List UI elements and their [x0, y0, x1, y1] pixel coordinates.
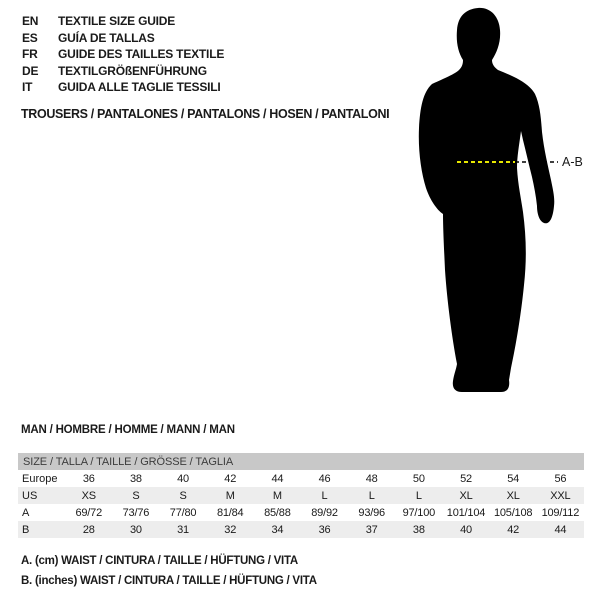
size-table-row-b: [18, 521, 584, 538]
size-value: 101/104: [446, 506, 486, 519]
size-value: 69/72: [75, 506, 102, 519]
man-silhouette-figure: [400, 0, 600, 400]
size-value: S: [179, 489, 187, 502]
size-value: 28: [82, 523, 95, 536]
section-title-man: MAN / HOMBRE / HOMME / MANN / MAN: [21, 424, 235, 436]
language-code: DE: [22, 63, 39, 78]
language-code: ES: [22, 30, 38, 45]
size-value: 109/112: [541, 506, 580, 519]
language-label: GUIDE DES TAILLES TEXTILE: [58, 47, 225, 62]
language-row-fr: [22, 46, 224, 63]
man-silhouette-svg: [400, 0, 600, 400]
size-value: 34: [271, 523, 284, 536]
size-value: 44: [554, 523, 567, 536]
size-value: S: [132, 489, 140, 502]
size-value: 56: [554, 472, 567, 485]
size-value: 93/96: [358, 506, 385, 519]
size-value: 42: [507, 523, 520, 536]
language-legend: [22, 13, 224, 96]
size-value: 81/84: [216, 506, 244, 519]
size-table-body: [18, 453, 584, 538]
row-label: US: [22, 489, 38, 502]
language-label: GUÍA DE TALLAS: [58, 30, 155, 45]
size-value: 48: [365, 472, 378, 485]
size-table-header: SIZE / TALLA / TAILLE / GRÖSSE / TAGLIA: [18, 453, 584, 470]
language-code: FR: [22, 47, 38, 62]
size-value: 42: [224, 472, 237, 485]
row-label: A: [22, 506, 30, 519]
size-value: XXL: [550, 489, 571, 502]
size-value: 105/108: [493, 506, 533, 519]
row-label: B: [22, 523, 30, 536]
size-value: 89/92: [311, 506, 338, 519]
size-value: 30: [129, 523, 142, 536]
size-value: M: [272, 489, 282, 502]
size-value: 85/88: [264, 506, 291, 519]
size-value: L: [321, 489, 328, 502]
size-value: 54: [507, 472, 520, 485]
size-value: XL: [459, 489, 473, 502]
size-value: 32: [224, 523, 237, 536]
footnote-line: A. (cm) WAIST / CINTURA / TAILLE / HÜFTUNG / VITA: [21, 555, 298, 567]
size-value: XS: [81, 489, 96, 502]
size-value: L: [415, 489, 422, 502]
size-value: 36: [318, 523, 331, 536]
language-code: IT: [22, 80, 33, 95]
size-value: 46: [318, 472, 331, 485]
size-value: 40: [177, 472, 189, 485]
language-row-en: [22, 13, 224, 30]
size-table-header-row: [18, 453, 584, 470]
size-value: 40: [460, 523, 472, 536]
size-table: [18, 453, 584, 538]
language-code: EN: [22, 14, 39, 28]
size-table-row-europe: [18, 470, 584, 487]
size-value: 38: [412, 523, 425, 536]
size-value: 31: [177, 523, 189, 536]
language-row-es: [22, 30, 224, 47]
row-label: Europe: [22, 472, 58, 485]
size-table-row-a: [18, 504, 584, 521]
size-value: L: [368, 489, 375, 502]
size-value: 50: [412, 472, 425, 485]
size-value: M: [225, 489, 235, 502]
size-value: 44: [271, 472, 284, 485]
language-label: TEXTILE SIZE GUIDE: [58, 14, 176, 28]
size-value: XL: [506, 489, 520, 502]
language-label: TEXTILGRÖßENFÜHRUNG: [58, 63, 207, 78]
size-value: 52: [460, 472, 472, 485]
language-row-it: [22, 79, 224, 96]
language-row-de: [22, 63, 224, 80]
size-value: 97/100: [402, 506, 436, 519]
size-value: 73/76: [122, 506, 150, 519]
size-table-row-us: [18, 487, 584, 504]
measurement-footnotes: [21, 551, 317, 591]
category-title: TROUSERS / PANTALONES / PANTALONS / HOSEN / PANTALONI: [21, 107, 390, 121]
size-value: 36: [82, 472, 95, 485]
size-value: 77/80: [169, 506, 197, 519]
footnote-line: B. (inches) WAIST / CINTURA / TAILLE / HÜFTUNG / VITA: [21, 575, 317, 587]
man-silhouette-shape: [419, 8, 554, 392]
language-label: GUIDA ALLE TAGLIE TESSILI: [58, 80, 221, 95]
size-value: 38: [129, 472, 142, 485]
waist-measure-label: A-B: [562, 155, 583, 169]
size-value: 37: [365, 523, 378, 536]
